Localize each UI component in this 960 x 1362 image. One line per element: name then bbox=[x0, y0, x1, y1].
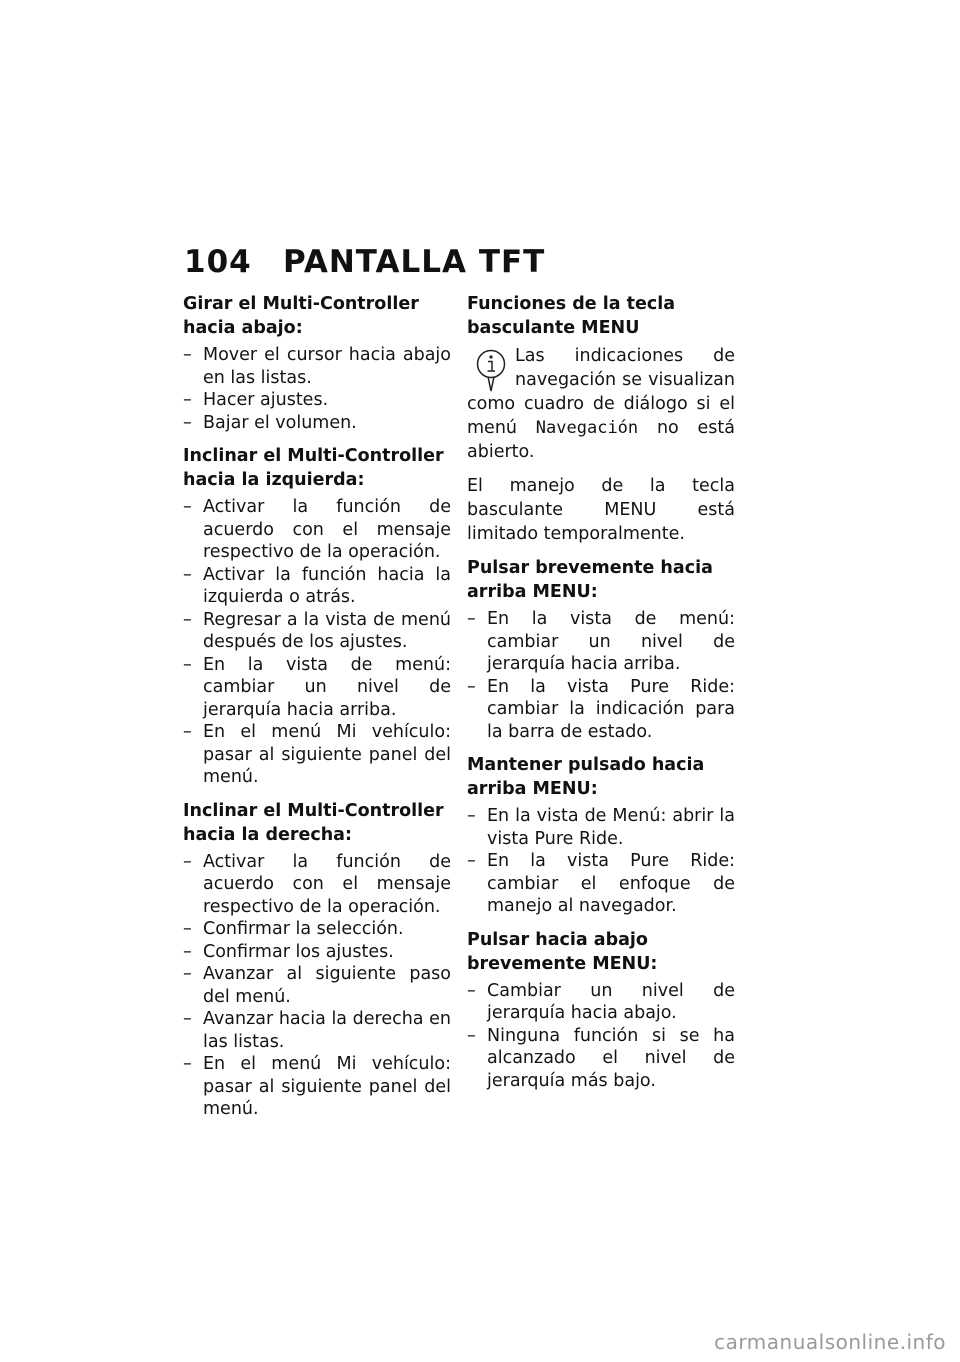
info-text bbox=[467, 344, 735, 464]
section-heading: Girar el Multi-Controller hacia abajo: bbox=[183, 294, 419, 338]
list-item-text: Confirmar los ajustes. bbox=[203, 941, 394, 962]
list-item-text: En el menú Mi vehículo: pasar al siguiente panel del menú. bbox=[203, 1054, 451, 1119]
section-heading: Pulsar brevemente hacia arriba MENU: bbox=[467, 558, 713, 602]
dash-marker: – bbox=[467, 806, 476, 826]
section-tilt-right bbox=[183, 799, 451, 1121]
list-item-text: Ninguna función si se ha alcanzado el nivel de jerarquía más bajo. bbox=[487, 1025, 735, 1091]
dash-marker: – bbox=[183, 609, 192, 630]
list-item bbox=[467, 608, 735, 676]
list-item bbox=[183, 1008, 451, 1053]
section-heading: Funciones de la tecla basculante MENU bbox=[467, 294, 676, 338]
left-column bbox=[183, 292, 451, 1131]
list-item-text: Hacer ajustes. bbox=[203, 390, 329, 410]
list-item bbox=[467, 980, 735, 1025]
list-item-text: Regresar a la vista de menú después de los ajustes. bbox=[203, 609, 451, 652]
dash-marker: – bbox=[467, 676, 476, 697]
dash-marker: – bbox=[467, 609, 476, 629]
list-item-text: Bajar el volumen. bbox=[203, 412, 357, 433]
dash-marker: – bbox=[183, 390, 192, 410]
list-item bbox=[467, 676, 735, 744]
list-item bbox=[183, 918, 451, 941]
dash-marker: – bbox=[467, 980, 476, 1001]
list-item-text: En la vista de Menú: abrir la vista Pure Ride. bbox=[487, 806, 735, 849]
list-item bbox=[183, 564, 451, 609]
dash-marker: – bbox=[183, 412, 192, 433]
section-tilt-left bbox=[183, 444, 451, 789]
list-item bbox=[183, 941, 451, 964]
section-press-up-short bbox=[467, 556, 735, 743]
section-rotate-down bbox=[183, 292, 451, 434]
list-item bbox=[183, 1053, 451, 1121]
dash-marker: – bbox=[467, 1025, 476, 1046]
section-heading: Inclinar el Multi-Controller hacia la izquierda: bbox=[183, 446, 444, 490]
list-item bbox=[467, 850, 735, 918]
right-column bbox=[467, 292, 735, 1102]
list-item bbox=[183, 496, 451, 564]
list-item bbox=[467, 1025, 735, 1093]
list-item-text: Activar la función hacia la izquierda o atrás. bbox=[203, 564, 451, 607]
dash-marker: – bbox=[183, 851, 192, 872]
list-item-text: Confirmar la selección. bbox=[203, 919, 404, 939]
list-item bbox=[183, 963, 451, 1008]
info-note bbox=[467, 344, 735, 546]
menu-term-navegacion: Navegación bbox=[535, 418, 639, 438]
list-item bbox=[183, 412, 451, 435]
section-heading: Inclinar el Multi-Controller hacia la derecha: bbox=[183, 800, 444, 845]
bullet-list bbox=[183, 496, 451, 789]
section-press-down-short bbox=[467, 928, 735, 1093]
bullet-list bbox=[183, 344, 451, 434]
dash-marker: – bbox=[183, 919, 192, 939]
bullet-list bbox=[467, 805, 735, 918]
bullet-list bbox=[467, 980, 735, 1093]
bullet-list bbox=[183, 851, 451, 1121]
list-item-text: En el menú Mi vehículo: pasar al siguiente panel del menú. bbox=[203, 722, 451, 787]
dash-marker: – bbox=[183, 1009, 192, 1029]
dash-marker: – bbox=[183, 654, 192, 675]
info-icon bbox=[475, 348, 507, 392]
list-item-text: En la vista de menú: cambiar un nivel de jerarquía hacia arriba. bbox=[203, 654, 451, 720]
dash-marker: – bbox=[183, 1054, 192, 1074]
list-item-text: Cambiar un nivel de jerarquía hacia abajo. bbox=[487, 980, 735, 1023]
info-text-secondary: El manejo de la tecla basculante MENU está limitado temporalmente. bbox=[467, 476, 735, 544]
list-item-text: En la vista Pure Ride: cambiar la indicación para la barra de estado. bbox=[487, 676, 735, 742]
list-item-text: En la vista Pure Ride: cambiar el enfoque de manejo al navegador. bbox=[487, 851, 735, 916]
dash-marker: – bbox=[183, 964, 192, 984]
list-item-text: Avanzar hacia la derecha en las listas. bbox=[203, 1009, 451, 1052]
list-item-text: Activar la función de acuerdo con el mensaje respectivo de la operación. bbox=[203, 497, 451, 562]
list-item-text: En la vista de menú: cambiar un nivel de jerarquía hacia arriba. bbox=[487, 609, 735, 674]
bullet-list bbox=[467, 608, 735, 743]
section-title: PANTALLA TFT bbox=[283, 244, 546, 280]
list-item-text: Activar la función de acuerdo con el mensaje respectivo de la operación. bbox=[203, 851, 451, 917]
list-item-text: Avanzar al siguiente paso del menú. bbox=[203, 964, 451, 1007]
info-text-part: Las indicaciones de navegación se visualizan como cuadro de diálogo si el menú bbox=[467, 346, 735, 438]
list-item bbox=[183, 344, 451, 389]
dash-marker: – bbox=[183, 564, 192, 585]
list-item bbox=[183, 389, 451, 412]
list-item-text: Mover el cursor hacia abajo en las listas. bbox=[203, 345, 451, 388]
dash-marker: – bbox=[183, 345, 192, 365]
section-heading: Pulsar hacia abajo brevemente MENU: bbox=[467, 929, 658, 974]
section-hold-up bbox=[467, 753, 735, 918]
page-number: 104 bbox=[184, 244, 252, 280]
list-item bbox=[183, 654, 451, 722]
dash-marker: – bbox=[183, 722, 192, 742]
info-text-part: no está abierto. bbox=[467, 418, 735, 462]
list-item bbox=[183, 721, 451, 789]
dash-marker: – bbox=[467, 851, 476, 871]
dash-marker: – bbox=[183, 497, 192, 517]
list-item bbox=[183, 609, 451, 654]
watermark: carmanualsonline.info bbox=[714, 1330, 946, 1354]
list-item bbox=[183, 851, 451, 919]
section-heading: Mantener pulsado hacia arriba MENU: bbox=[467, 755, 705, 799]
list-item bbox=[467, 805, 735, 850]
dash-marker: – bbox=[183, 941, 192, 962]
